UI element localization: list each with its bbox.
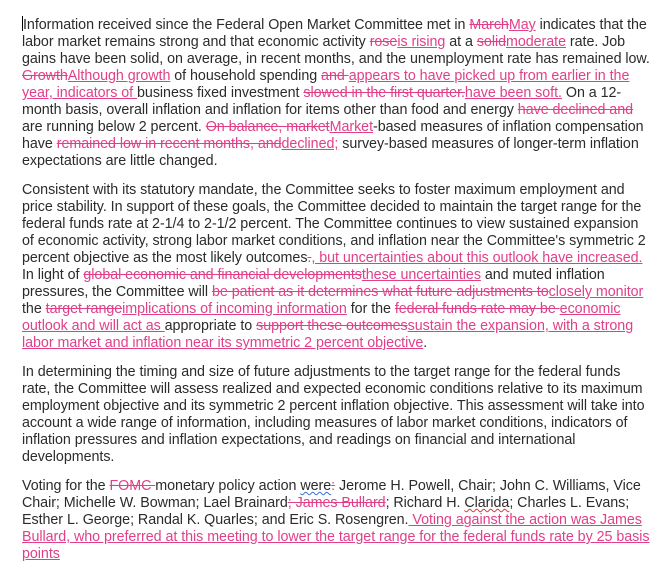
text-run: -based measures of inflation compensation have [22,119,644,152]
deleted-text: solid [476,34,506,50]
inserted-text: Although growth [67,68,171,84]
text-run: the [22,301,46,317]
document-body[interactable] [22,16,652,575]
deleted-text: ; James Bullard [287,495,386,511]
text-run: Consistent with its statutory mandate, the Committee seeks to foster maximum employment and price stability. In support of these goals, the Committee decided to maintain the target range for the federal funds rate at 2-1/4 to 2-1/2 percent. The Committee continues to view sustained expansion of economic activity, strong labor market conditions, and inflation near the Committee's symmetric 2 percent objective as the most likely outcomes [22,182,646,266]
text-run: of household spending [170,68,322,84]
text-run: . [423,335,428,351]
deleted-text: March [469,17,509,33]
text-run: and muted inflation pressures, the Committee will [22,267,605,300]
deleted-text: global economic and financial developments [83,267,362,283]
paragraph-policy-decision [22,182,652,352]
text-run: survey-based measures of longer-term inflation expectations are little changed. [22,136,639,169]
text-run: monetary policy action [155,478,301,494]
deleted-text: slowed in the first quarter. [303,85,465,101]
text-run: Voting for the [22,478,110,494]
inserted-text: Market [329,119,374,135]
text-run: appropriate to [164,318,257,334]
text-run: On a 12-month basis, overall inflation and inflation for items other than food and energy [22,85,622,118]
inserted-text: implications of incoming information [122,301,347,317]
deleted-text: : [331,478,336,494]
inserted-text: is rising [397,34,446,50]
inserted-text: moderate [505,34,566,50]
inserted-text: May [508,17,536,33]
deleted-text: target range [45,301,123,317]
inserted-text: have been soft. [464,85,562,101]
text-run: rate. Job gains have been solid, on average, in recent months, and the unemployment rate has remained low. [22,34,650,67]
text-run: In light of [22,267,84,283]
inserted-text: closely monitor [548,284,644,300]
deleted-text: FOMC [109,478,156,494]
deleted-text: . [307,250,312,266]
inserted-text: Voting against the action was James Bullard, who preferred at this meeting to lower the target range for the federal funds rate by 25 basis points [22,512,650,562]
paragraph-economic-conditions [22,16,652,170]
deleted-text: have declined and [517,102,634,118]
inserted-text: , but uncertainties about this outlook have increased. [311,250,643,266]
inserted-text: declined; [281,136,339,152]
deleted-text: On balance, market [205,119,330,135]
text-run: Information received since the Federal Open Market Committee met in [23,17,470,33]
deleted-text: remained low in recent months, and [56,136,282,152]
paragraph-future-adjustments [22,364,652,466]
text-run: at a [445,34,477,50]
deleted-text: and [321,68,349,84]
deleted-text: be patient as it determines what future adjustments to [211,284,549,300]
deleted-text: rose [369,34,398,50]
deleted-text: support these outcomes [256,318,408,334]
text-run: ; Charles L. Evans; Esther L. George; Randal K. Quarles; and Eric S. Rosengren. [22,495,630,528]
inserted-text: economic outlook and will act as [22,301,621,334]
text-run: Jerome H. Powell, Chair; John C. Williams, Vice Chair; Michelle W. Bowman; Lael Brainard [22,478,641,511]
text-run: for the [346,301,395,317]
spelling-flagged-text: Clarida [464,495,510,511]
text-run: ; Richard H. [385,495,465,511]
inserted-text: appears to have picked up from earlier in the year, indicators of [22,68,630,101]
inserted-text: these uncertainties [361,267,481,283]
deleted-text: Growth [22,68,68,84]
inserted-text: sustain the expansion, with a strong labor market and inflation near its symmetric 2 percent objective [22,318,634,351]
deleted-text: federal funds rate may be [394,301,560,317]
text-run: indicates that the labor market remains strong and that economic activity [22,17,647,50]
grammar-flagged-text: were [300,478,332,494]
text-run: business fixed investment [137,85,304,101]
text-run: are running below 2 percent. [22,119,206,135]
text-run: In determining the timing and size of future adjustments to the target range for the federal funds rate, the Committee will assess realized and expected economic conditions relative to its maximum employment objective and its symmetric 2 percent inflation objective. This assessment will take into account a wide range of information, including measures of labor market conditions, indicators of inflation pressures and inflation expectations, and readings on financial and international developments. [22,364,645,465]
paragraph-voting [22,478,652,563]
